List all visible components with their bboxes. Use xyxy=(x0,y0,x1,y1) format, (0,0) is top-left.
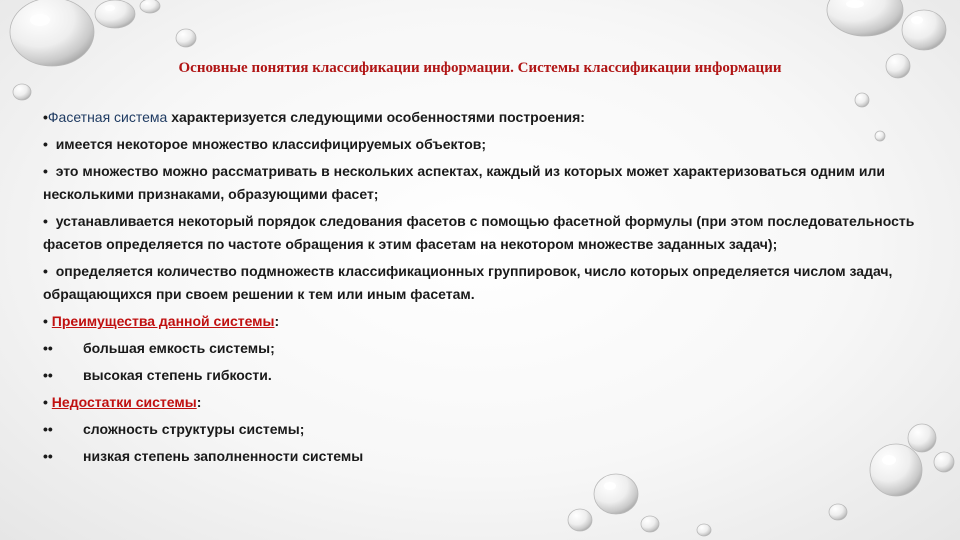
intro-paragraph xyxy=(43,106,943,129)
water-drop xyxy=(176,29,196,47)
water-drop xyxy=(95,0,135,28)
advantage-item xyxy=(43,364,943,387)
bullet-marker: •• xyxy=(43,367,53,383)
heading-colon: : xyxy=(196,394,202,410)
bullet-marker: • xyxy=(43,213,48,229)
advantages-heading: Преимущества данной системы xyxy=(51,313,275,329)
disadvantage-text: сложность структуры системы; xyxy=(83,421,305,437)
water-drop xyxy=(829,504,847,520)
feature-item xyxy=(43,260,943,306)
slide-content xyxy=(43,106,943,472)
disadvantage-text: низкая степень заполненности системы xyxy=(83,448,364,464)
disadvantages-heading-line xyxy=(43,391,943,414)
water-drop xyxy=(827,0,903,36)
advantage-item xyxy=(43,337,943,360)
advantages-heading-line xyxy=(43,310,943,333)
bullet-marker: •• xyxy=(43,340,53,356)
feature-item xyxy=(43,210,943,256)
disadvantage-item xyxy=(43,445,943,468)
feature-item xyxy=(43,133,943,156)
water-drop xyxy=(697,524,711,536)
slide-title: Основные понятия классификации информации. Системы классификации информации xyxy=(178,60,782,76)
bullet-marker: • xyxy=(43,263,48,279)
feature-item xyxy=(43,160,943,206)
bullet-marker: •• xyxy=(43,448,53,464)
bullet-marker: • xyxy=(43,313,48,329)
feature-text: устанавливается некоторый порядок следования фасетов с помощью фасетной формулы (при этом последовательность фасетов определяется по частоте обращения к этим фасетам на некотором множестве заданных задач); xyxy=(43,213,915,252)
intro-text: характеризуется следующими особенностями построения: xyxy=(167,109,585,125)
disadvantage-item xyxy=(43,418,943,441)
advantage-text: большая емкость системы; xyxy=(83,340,275,356)
water-drop xyxy=(10,0,94,66)
disadvantages-heading: Недостатки системы xyxy=(51,394,197,410)
feature-text: определяется количество подмножеств классификационных группировок, число которых определяется числом задач, обращающихся при своем решении к тем или иным фасетам. xyxy=(43,263,893,302)
feature-text: имеется некоторое множество классифицируемых объектов; xyxy=(55,136,487,152)
bullet-marker: • xyxy=(43,394,48,410)
water-drop xyxy=(641,516,659,532)
water-drop xyxy=(140,0,160,13)
heading-colon: : xyxy=(274,313,280,329)
term-facet-system: Фасетная система xyxy=(47,109,168,125)
water-drop xyxy=(855,93,869,107)
water-drop xyxy=(13,84,31,100)
bullet-marker: • xyxy=(43,136,48,152)
feature-text: это множество можно рассматривать в нескольких аспектах, каждый из которых может характеризоваться одним или несколькими признаками, образующими фасет; xyxy=(43,163,886,202)
bullet-marker: •• xyxy=(43,421,53,437)
advantage-text: высокая степень гибкости. xyxy=(83,367,272,383)
bullet-marker: • xyxy=(43,109,48,125)
water-drop xyxy=(902,10,946,50)
bullet-marker: • xyxy=(43,163,48,179)
water-drop xyxy=(568,509,592,531)
water-drop xyxy=(594,474,638,514)
